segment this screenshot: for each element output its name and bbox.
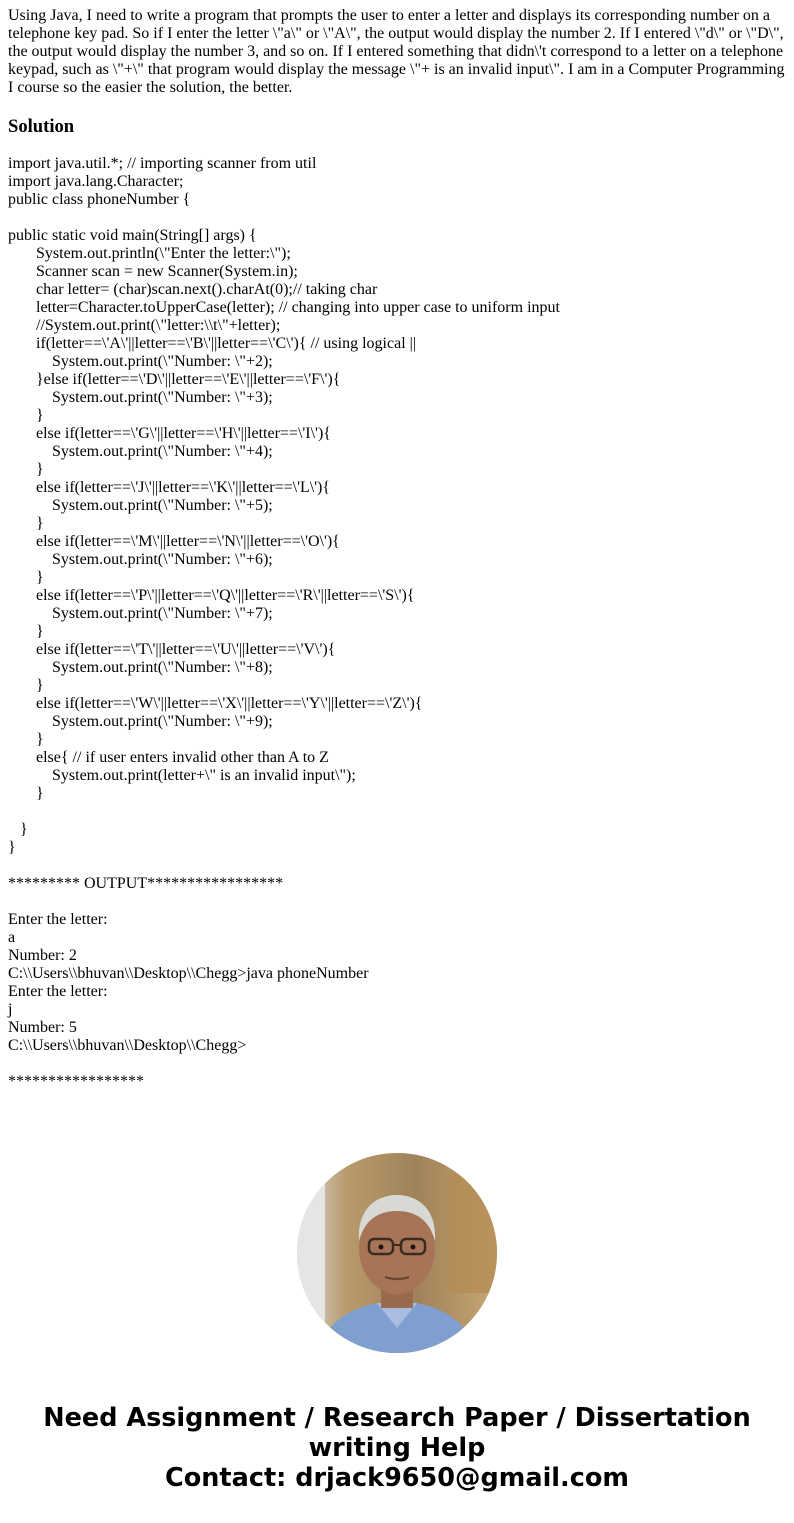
- code-line: System.out.print(\"Number: \"+7);: [8, 605, 273, 622]
- code-line: a: [8, 929, 16, 946]
- code-line: j: [8, 1001, 13, 1018]
- code-line: ********* OUTPUT*****************: [8, 875, 284, 892]
- code-line: char letter= (char)scan.next().charAt(0);// taking char: [8, 281, 378, 298]
- code-line: }: [8, 839, 16, 856]
- code-line: public static void main(String[] args) {: [8, 227, 257, 244]
- code-line: C:\\Users\\bhuvan\\Desktop\\Chegg>java phoneNumber: [8, 965, 369, 982]
- code-line: if(letter==\'A\'||letter==\'B\'||letter==\'C\'){ // using logical ||: [8, 335, 417, 352]
- code-line: }else if(letter==\'D\'||letter==\'E\'||letter==\'F\'){: [8, 371, 341, 388]
- code-line: else if(letter==\'G\'||letter==\'H\'||letter==\'I\'){: [8, 425, 331, 442]
- author-photo: [297, 1153, 497, 1353]
- code-line: System.out.print(\"Number: \"+8);: [8, 659, 273, 676]
- code-line: }: [8, 569, 44, 586]
- code-line: System.out.println(\"Enter the letter:\");: [8, 245, 291, 262]
- code-line: letter=Character.toUpperCase(letter); // changing into upper case to uniform input: [8, 299, 560, 316]
- code-line: System.out.print(letter+\" is an invalid input\");: [8, 767, 356, 784]
- code-line: [8, 1055, 788, 1073]
- code-line: else if(letter==\'W\'||letter==\'X\'||letter==\'Y\'||letter==\'Z\'){: [8, 695, 423, 712]
- code-line: else{ // if user enters invalid other than A to Z: [8, 749, 329, 766]
- author-avatar: [297, 1153, 497, 1353]
- code-line: import java.lang.Character;: [8, 173, 184, 190]
- banner-contact-line: Contact: drjack9650@gmail.com: [165, 1463, 629, 1493]
- code-line: System.out.print(\"Number: \"+4);: [8, 443, 273, 460]
- contact-banner: [0, 1403, 794, 1493]
- code-line: [8, 803, 788, 821]
- code-line: }: [8, 785, 44, 802]
- code-line: }: [8, 461, 44, 478]
- code-line: import java.util.*; // importing scanner from util: [8, 155, 317, 172]
- code-line: System.out.print(\"Number: \"+2);: [8, 353, 273, 370]
- code-line: Number: 5: [8, 1019, 77, 1036]
- solution-heading: Solution: [8, 116, 75, 137]
- code-line: [8, 209, 788, 227]
- code-line: }: [8, 623, 44, 640]
- code-line: else if(letter==\'M\'||letter==\'N\'||letter==\'O\'){: [8, 533, 340, 550]
- code-line: Enter the letter:: [8, 983, 108, 1000]
- code-line: System.out.print(\"Number: \"+5);: [8, 497, 273, 514]
- code-line: Enter the letter:: [8, 911, 108, 928]
- code-line: Number: 2: [8, 947, 77, 964]
- code-line: System.out.print(\"Number: \"+9);: [8, 713, 273, 730]
- banner-line-2: writing Help: [308, 1433, 486, 1463]
- code-line: else if(letter==\'J\'||letter==\'K\'||letter==\'L\'){: [8, 479, 331, 496]
- code-line: C:\\Users\\bhuvan\\Desktop\\Chegg>: [8, 1037, 247, 1054]
- solution-code: [8, 155, 788, 1091]
- banner-line-1: Need Assignment / Research Paper / Dissertation: [43, 1403, 751, 1433]
- code-line: System.out.print(\"Number: \"+3);: [8, 389, 273, 406]
- code-line: }: [8, 515, 44, 532]
- code-line: *****************: [8, 1073, 144, 1090]
- code-line: }: [8, 731, 44, 748]
- code-line: //System.out.print(\"letter:\\t\"+letter);: [8, 317, 281, 334]
- code-line: Scanner scan = new Scanner(System.in);: [8, 263, 298, 280]
- code-line: }: [8, 821, 28, 838]
- code-line: }: [8, 407, 44, 424]
- document-body: [8, 7, 788, 1091]
- code-line: public class phoneNumber {: [8, 191, 191, 208]
- code-line: }: [8, 677, 44, 694]
- code-line: else if(letter==\'T\'||letter==\'U\'||letter==\'V\'){: [8, 641, 336, 658]
- code-line: [8, 893, 788, 911]
- question-text: Using Java, I need to write a program that prompts the user to enter a letter and displays its corresponding number on a telephone key pad. So if I enter the letter \"a\" or \"A\", the output would display the number 2. If I entered \"d\" or \"D\", the output would display the number 3, and so on. If I entered something that didn\'t correspond to a letter on a telephone keypad, such as \"+\" that program would display the message \"+ is an invalid input\". I am in a Computer Programming I course so the easier the solution, the better.: [8, 7, 789, 96]
- code-line: System.out.print(\"Number: \"+6);: [8, 551, 273, 568]
- code-line: [8, 857, 788, 875]
- code-line: else if(letter==\'P\'||letter==\'Q\'||letter==\'R\'||letter==\'S\'){: [8, 587, 415, 604]
